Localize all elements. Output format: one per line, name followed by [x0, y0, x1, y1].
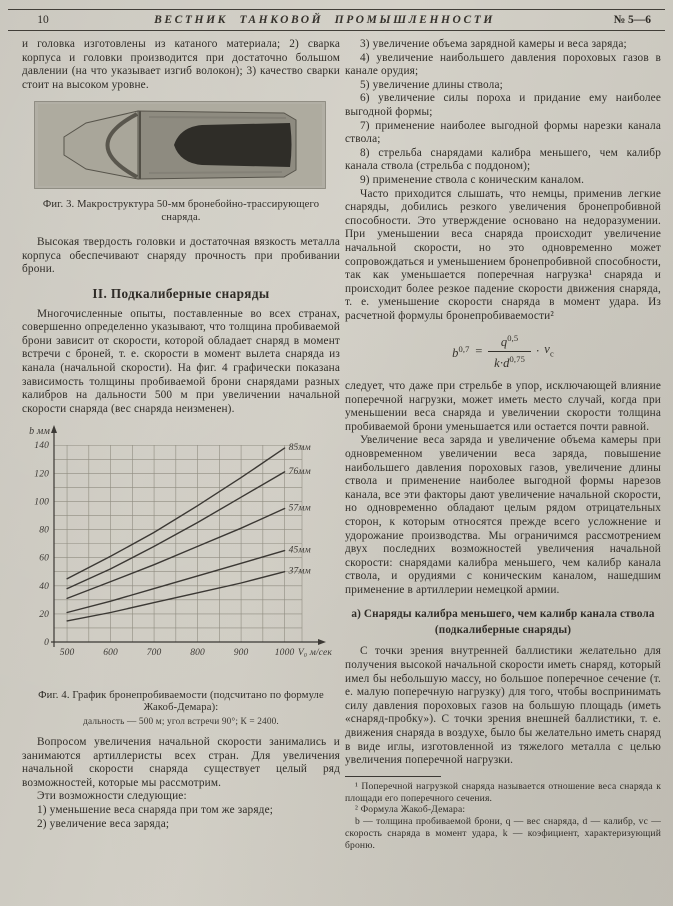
page-header: [8, 11, 665, 29]
formula-dot: ·: [536, 343, 540, 358]
formula-equals: =: [474, 343, 484, 358]
x-tick-label: 600: [103, 648, 118, 659]
paragraph-increase: Увеличение веса заряда и увеличение объема камеры при одновременном увеличении веса заряда, повышение наибольшего давления пороховых газов, увеличение длины ствола и применение наиболее выгодной формы нарезов канала, все эти факторы дают увеличение начальной скорости, но одновременно обладают целым рядом отрицательных сторон, к которым относятся прежде всего усложнение и удорожание производства. Мы ограничимся рассмотрением двух последних возможностей увеличения начальной скорости: снарядами калибра меньшего, чем калибр канала ствола, и орудиями с коническим каналом, нашедшим применение в артиллерии немецкой армии.: [345, 434, 661, 596]
y-tick-label: 120: [34, 469, 49, 480]
list-item: 4) увеличение наибольшего давления пороховых газов в канале орудия;: [345, 51, 661, 78]
formula-numerator: $q^{0,5}$: [500, 333, 519, 350]
figure-3: [22, 101, 340, 224]
formula-lhs: $b^{0,7}$: [452, 343, 470, 360]
y-tick-label: 60: [39, 553, 49, 564]
y-tick-label: 0: [44, 638, 49, 649]
footnote-rule: [345, 776, 441, 777]
curve-label-57мм: 57мм: [288, 503, 311, 514]
paragraph-germans: Часто приходится слышать, что немцы, применив легкие снаряды, добились резкого увеличения бронепробивной способности. Это утверждение основано на недоразумении. При уменьшении веса снаряда происходит увеличение начальной скорости, но это одновременно может сопровождаться и уменьшением бронепробивной способности, так как уменьшается поперечная нагрузка¹ снаряда и происходит более резкое падение скорости движения снаряда, т. е. уменьшение скорости снаряда в момент удара. Из расчетной формулы бронепробиваемости²: [345, 187, 661, 322]
list-item: 6) увеличение силы пороха и придание ему наиболее выгодной формы;: [345, 92, 661, 118]
list-item: 7) применение наиболее выгодной формы нарезки канала ствола;: [345, 119, 661, 146]
paragraph-options-intro: Эти возможности следующие:: [37, 790, 187, 803]
fig4-chart: [24, 422, 334, 680]
curve-label-85мм: 85мм: [288, 443, 311, 454]
fig4-caption: Фиг. 4. График бронепробиваемости (подсчитано по формуле Жакоб-Демара):: [38, 689, 324, 714]
x-tick-label: 1000: [274, 648, 295, 659]
paragraph-weld: и головка изготовлены из катаного материала; 2) сварка корпуса и головки производится при достаточно большом давлении (на что указывает изгиб волокон); 3) качество сварки стоит на высоком уровне.: [22, 38, 340, 91]
header-top-rule: [8, 9, 665, 10]
list-item: 9) применение ствола с коническим каналом.: [360, 173, 585, 186]
paragraph-follows: следует, что даже при стрельбе в упор, исключающей влияние поперечной нагрузки, может иметь место случай, когда при уменьшении веса снаряда и увеличении скорости толщина пробиваемой брони уменьшается или остается почти равной.: [345, 379, 661, 433]
fig3-image: [34, 101, 340, 194]
list-item: 8) стрельба снарядами калибра меньшего, чем калибр канала ствола (стрельба с поддоном);: [345, 146, 661, 173]
list-item: ¹ Поперечной нагрузкой снаряда называется отношение веса снаряда к площади его поперечного сечения.: [345, 780, 661, 804]
paragraph-experiments: Многочисленные опыты, поставленные во всех странах, совершенно определенно указывают, что толщина пробиваемой брони зависит от скорости, которой обладает снаряд в момент встречи с броней, т. е. скорости в момент вылета снаряда из канала (начальной скорости). На фиг. 4 графически показана зависимость толщины пробиваемой брони снарядами разных калибров на дальности 500 м при увеличении начальной скорости снаряда (вес снаряда неизменен).: [22, 307, 340, 415]
right-column: [345, 38, 661, 852]
y-axis-title: b мм: [29, 426, 50, 438]
left-column: [22, 38, 340, 831]
y-tick-label: 40: [39, 582, 49, 593]
penetration-formula: [345, 332, 661, 371]
options-list-left: [22, 804, 340, 831]
x-tick-label: 800: [190, 648, 205, 659]
paragraph-ballistics: С точки зрения внутренней баллистики желательно для получения высокой начальной скорости иметь снаряд, который имел бы небольшую массу, но большое поперечное сечение (т. е. малую поперечную нагрузку) для того, чтобы воспринимать силу давления пороховых газов на большую площадь (иметь «снаряд-пробку»). С точки зрения внешней баллистики, т. е. движения снаряда в воздухе, было бы желательно иметь снаряд в виде иглы, изготовленной из тяжелого металла с целью увеличения поперечной нагрузки.: [345, 645, 661, 767]
fig3-caption: Фиг. 3. Макроструктура 50-мм бронебойно-трассирующего снаряда.: [42, 198, 320, 223]
list-item: 3) увеличение объема зарядной камеры и веса заряда;: [360, 38, 627, 50]
formula-denominator: $k\cdot d^{0,75}$: [488, 351, 531, 371]
footnotes: [345, 776, 661, 852]
options-list-right: [345, 38, 661, 188]
x-tick-label: 900: [233, 648, 249, 659]
subsection-heading-line2: (подкалиберные снаряды): [434, 624, 572, 637]
figure-4: [24, 422, 340, 685]
list-item: b — толщина пробиваемой брони, q — вес снаряда, d — калибр, vс — скорость снаряда в момент удара, k — коэфициент, характеризующий броню.: [345, 816, 661, 851]
list-item: 1) уменьшение веса снаряда при том же заряде;: [37, 804, 274, 817]
fig4-caption-sub: дальность — 500 м; угол встречи 90°; К = 2400.: [83, 717, 279, 728]
list-item: ² Формула Жакоб-Демара:: [355, 804, 466, 816]
curve-label-37мм: 37мм: [288, 567, 311, 578]
y-tick-label: 20: [39, 610, 49, 621]
curve-label-45мм: 45мм: [288, 545, 311, 556]
y-tick-label: 140: [34, 441, 49, 452]
curve-label-76мм: 76мм: [288, 467, 311, 478]
header-bottom-rule: [8, 30, 665, 31]
list-item: 2) увеличение веса заряда;: [37, 817, 170, 830]
formula-fraction: [488, 332, 531, 371]
y-tick-label: 80: [39, 525, 49, 536]
projectile-photo: [34, 101, 326, 189]
formula-velocity-term: $v_с$: [544, 341, 554, 359]
paragraph-hardness: Высокая твердость головки и достаточная вязкость металла корпуса обеспечивают снаряду прочность при пробивании брони.: [22, 236, 340, 276]
footnote-list: [345, 781, 661, 852]
list-item: 5) увеличение длины ствола;: [360, 78, 503, 91]
issue-number: № 5—6: [613, 14, 651, 26]
y-axis-arrow: [51, 425, 57, 433]
y-tick-label: 100: [34, 497, 49, 508]
x-axis-arrow: [318, 639, 326, 645]
paragraph-velocity: Вопросом увеличения начальной скорости занимались и занимаются артиллеристы всех стран. Для увеличения начальной скорости снаряда существует целый ряд возможностей, которые мы рассмотрим.: [22, 736, 340, 789]
page-number: 10: [37, 14, 49, 26]
section-heading: II. Подкалиберные снаряды: [92, 285, 270, 301]
x-tick-label: 700: [146, 648, 162, 659]
x-axis-title: V₀ м/сек: [297, 648, 332, 659]
x-tick-label: 500: [59, 648, 75, 659]
subsection-heading-line1: а) Снаряды калибра меньшего, чем калибр канала ствола: [351, 608, 655, 621]
journal-title: ВЕСТНИК ТАНКОВОЙ ПРОМЫШЛЕННОСТИ: [154, 14, 495, 26]
